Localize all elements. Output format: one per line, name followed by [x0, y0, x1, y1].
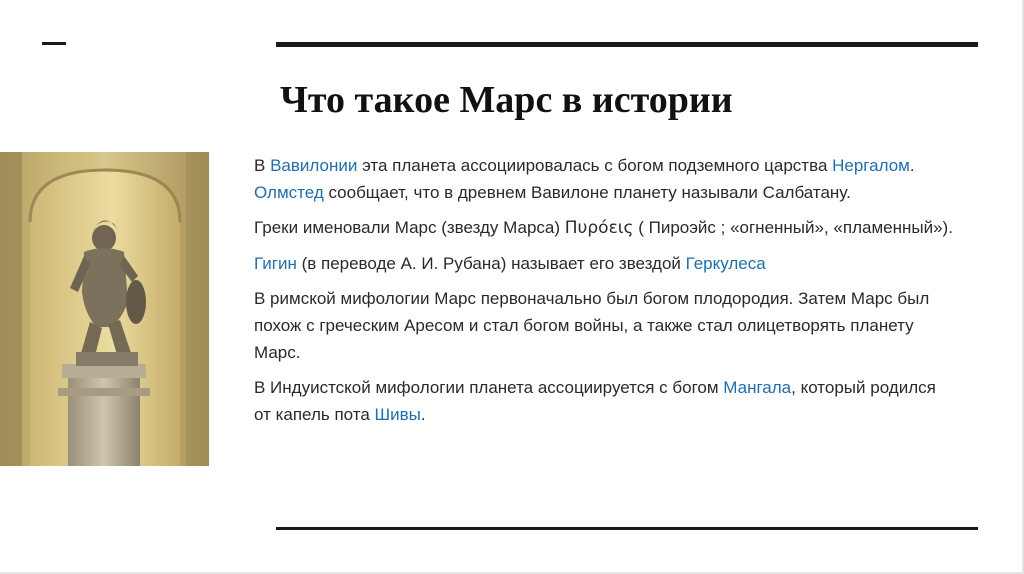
wiki-link[interactable]: Геркулеса — [685, 254, 766, 273]
paragraph-hindu-mythology — [254, 374, 954, 428]
corner-dash-decoration — [42, 42, 66, 45]
wiki-link[interactable]: Шивы — [374, 405, 421, 424]
wiki-link[interactable]: Вавилонии — [270, 156, 358, 175]
top-rule — [276, 42, 978, 47]
text-segment: эта планета ассоциировалась с богом подземного царства — [357, 156, 833, 175]
text-segment: . — [420, 405, 426, 424]
paragraph-greeks — [254, 214, 954, 242]
text-segment: сообщает, что в древнем Вавилоне планету называли Салбатану. — [323, 183, 851, 202]
slide-body — [254, 152, 954, 436]
bottom-rule — [276, 527, 978, 530]
text-segment: ( Пироэйс ; «огненный», «пламенный»). — [633, 218, 953, 237]
text-segment: Греки именовали Марс (звезду Марса) — [254, 218, 565, 237]
text-segment: В — [254, 156, 271, 175]
wiki-link[interactable]: Мангала — [723, 378, 792, 397]
wiki-link[interactable]: Олмстед — [254, 183, 324, 202]
slide-title: Что такое Марс в истории — [280, 79, 733, 121]
text-segment: В римской мифологии Марс первоначально был богом плодородия. Затем Марс был похож с греческим Аресом и стал богом войны, а также стал олицетворять планету Марс. — [254, 289, 930, 362]
wiki-link[interactable]: Нергалом — [832, 156, 910, 175]
text-segment: В Индуистской мифологии планета ассоциируется с богом — [254, 378, 724, 397]
wiki-link[interactable]: Гигин — [254, 254, 297, 273]
paragraph-babylon — [254, 152, 954, 206]
greek-term: Πυρόεις — [564, 218, 634, 238]
mars-statue-photo — [0, 152, 209, 466]
text-segment: (в переводе А. И. Рубана) называет его звездой — [296, 254, 686, 273]
text-segment: . — [909, 156, 915, 175]
paragraph-roman-mythology — [254, 285, 954, 366]
paragraph-hyginus — [254, 250, 954, 277]
text-segment: , который родился от капель пота — [254, 378, 936, 424]
